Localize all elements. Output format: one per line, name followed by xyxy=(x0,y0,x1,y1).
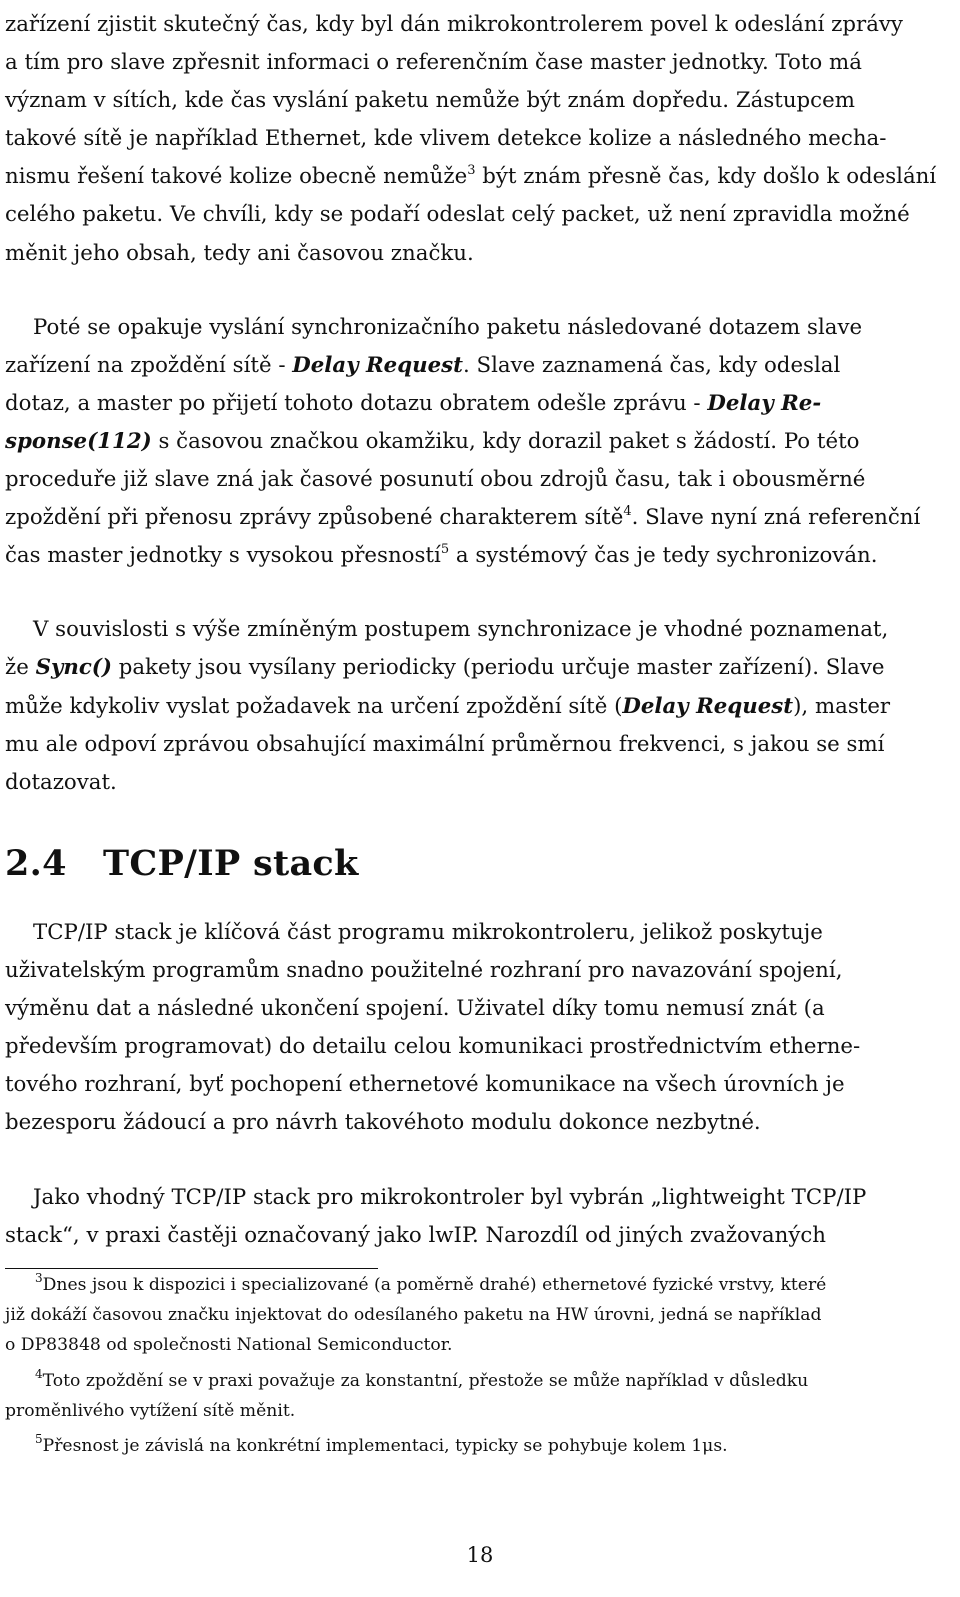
paragraph-delay-request xyxy=(5,309,940,576)
line: s časovou značkou okamžiku, kdy dorazil paket s žádostí. Po této xyxy=(151,428,860,454)
body-text-section xyxy=(5,914,940,1255)
line: tového rozhraní, byť pochopení ethernetové komunikace na všech úrovních je xyxy=(5,1072,845,1098)
line: Přesnost je závislá na konkrétní implementaci, typicky se pohybuje kolem 1μs. xyxy=(42,1436,728,1457)
line: zařízení zjistit skutečný čas, kdy byl dán mikrokontrolerem povel k odeslání zprávy xyxy=(5,12,903,37)
line: může kdykoliv vyslat požadavek na určení zpoždění sítě ( xyxy=(5,693,623,719)
line: o DP83848 od společnosti National Semiconductor. xyxy=(5,1335,453,1356)
line: proceduře již slave zná jak časové posunutí obou zdrojů času, tak i obousměrné xyxy=(5,467,866,493)
section-number: 2.4 xyxy=(5,843,67,884)
line: Dnes jsou k dispozici i specializované (a poměrně drahé) ethernetové fyzické vrstvy, které xyxy=(42,1275,827,1295)
footnote-mark: 3 xyxy=(35,1271,43,1285)
line: čas master jednotky s vysokou přesností xyxy=(5,543,441,569)
page-number: 18 xyxy=(466,1543,494,1567)
footnote-ref-4: 4 xyxy=(623,504,632,520)
line: především programovat) do detailu celou komunikaci prostřednictvím etherne- xyxy=(5,1034,861,1060)
footnote-mark: 5 xyxy=(35,1432,43,1447)
line: výměnu dat a následné ukončení spojení. Uživatel díky tomu nemusí znát (a xyxy=(5,996,825,1022)
term-delay-response-cont: sponse(112) xyxy=(5,428,152,454)
line: Toto zpoždění se v praxi považuje za konstantní, přestože se může například v důsledku xyxy=(42,1370,809,1391)
line: bezesporu žádoucí a pro návrh takovéhoto modulu dokonce nezbytné. xyxy=(5,1110,761,1136)
line: ), master xyxy=(793,693,891,719)
line: a tím pro slave zpřesnit informaci o referenčním čase master jednotky. Toto má xyxy=(5,50,862,76)
line: zařízení na zpoždění sítě - xyxy=(5,352,293,378)
line: že xyxy=(5,655,36,681)
line: dotazovat. xyxy=(5,769,117,795)
paragraph-tcpip-intro xyxy=(5,914,940,1143)
term-delay-request: Delay Request xyxy=(292,352,463,378)
line: Poté se opakuje vyslání synchronizačního paketu následované dotazem slave xyxy=(33,314,863,340)
line: stack“, v praxi častěji označovaný jako lwIP. Narozdíl od jiných zvažovaných xyxy=(5,1222,826,1248)
term-sync: Sync() xyxy=(35,655,112,681)
line: TCP/IP stack je klíčová část programu mikrokontroleru, jelikož poskytuje xyxy=(33,920,823,945)
line: proměnlivého vytížení sítě měnit. xyxy=(5,1400,296,1421)
line: měnit jeho obsah, tedy ani časovou značku. xyxy=(5,240,474,266)
paragraph-lwip xyxy=(5,1179,940,1255)
footnote-3 xyxy=(5,1270,940,1361)
line: . Slave zaznamená čas, kdy odeslal xyxy=(462,352,841,378)
line: mu ale odpoví zprávou obsahující maximální průměrnou frekvenci, s jakou se smí xyxy=(5,731,885,757)
line: celého paketu. Ve chvíli, kdy se podaří odeslat celý packet, už není zpravidla možné xyxy=(5,202,910,228)
section-heading xyxy=(5,842,940,886)
footnote-mark: 4 xyxy=(35,1366,43,1381)
term-delay-response: Delay Re- xyxy=(707,390,822,416)
line: dotaz, a master po přijetí tohoto dotazu obratem odešle zprávu - xyxy=(5,390,708,416)
line: takové sítě je například Ethernet, kde vlivem detekce kolize a následného mecha- xyxy=(5,126,887,152)
footnote-5 xyxy=(5,1431,940,1461)
footnotes xyxy=(5,1270,940,1461)
term-delay-request: Delay Request xyxy=(622,693,794,719)
footnote-ref-3: 3 xyxy=(467,163,476,179)
body-text-top xyxy=(5,6,940,802)
line: nismu řešení takové kolize obecně nemůže xyxy=(5,164,468,190)
footnote-separator xyxy=(5,1268,378,1269)
line: uživatelským programům snadno použitelné rozhraní pro navazování spojení, xyxy=(5,958,843,984)
line: význam v sítích, kde čas vyslání paketu nemůže být znám dopředu. Zástupcem xyxy=(5,88,855,114)
section-title: TCP/IP stack xyxy=(103,843,359,884)
line: V souvislosti s výše zmíněným postupem synchronizace je vhodné poznamenat, xyxy=(33,617,889,643)
footnote-ref-5: 5 xyxy=(440,542,450,558)
footnote-4 xyxy=(5,1366,940,1426)
paragraph-timestamp-accuracy xyxy=(5,6,940,273)
section-heading-block xyxy=(5,842,940,886)
line: již dokáží časovou značku injektovat do odesílaného paketu na HW úrovni, jedná se například xyxy=(5,1305,822,1326)
line: zpoždění při přenosu zprávy způsobené charakterem sítě xyxy=(5,505,624,531)
line: . Slave nyní zná referenční xyxy=(631,505,921,531)
paragraph-sync-periodic xyxy=(5,611,940,801)
line: pakety jsou vysílany periodicky (periodu určuje master zařízení). Slave xyxy=(111,655,885,681)
line: být znám přesně čas, kdy došlo k odeslání xyxy=(475,164,937,190)
line: Jako vhodný TCP/IP stack pro mikrokontroler byl vybrán „lightweight TCP/IP xyxy=(33,1184,867,1210)
line: a systémový čas je tedy sychronizován. xyxy=(449,543,878,569)
